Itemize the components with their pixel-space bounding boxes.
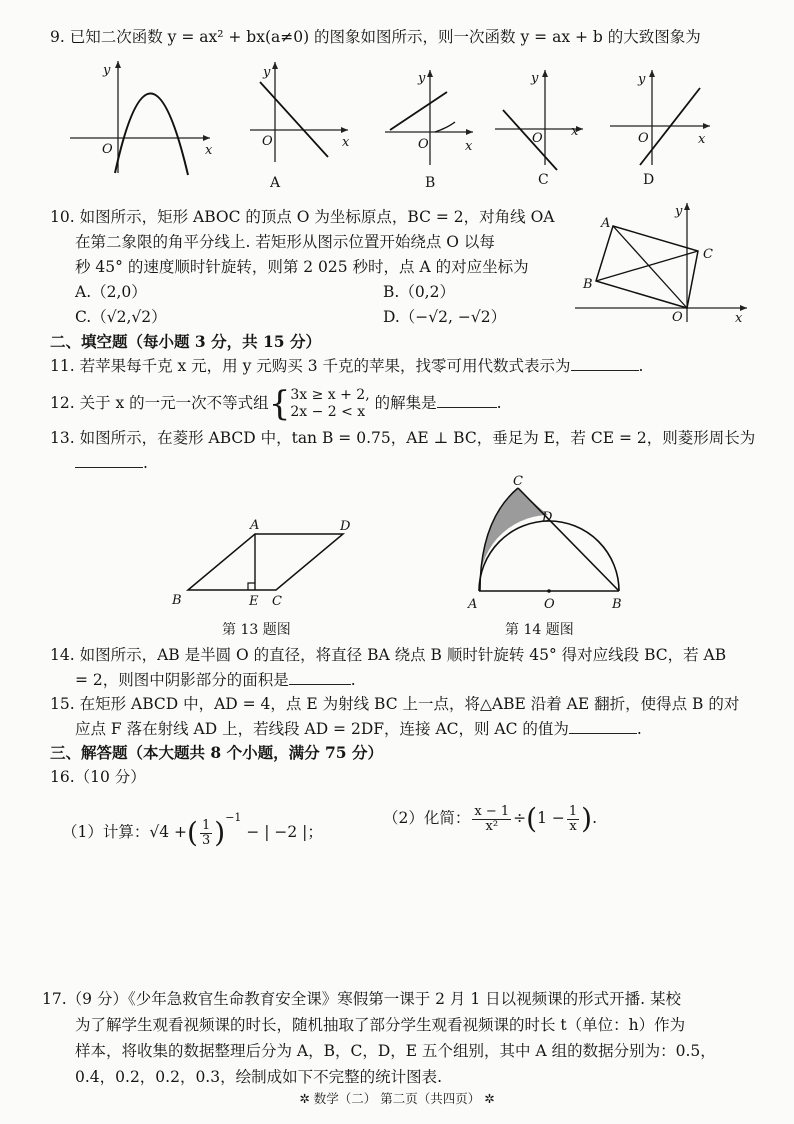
q10-rectangle-figure	[575, 200, 755, 325]
q17-line2: 为了解学生观看视频课的时长，随机抽取了部分学生观看视频课的时长 t（单位：h）作为	[75, 1016, 686, 1034]
svg-text:O: O	[532, 131, 543, 146]
fig13-rhombus	[168, 518, 378, 610]
q9-parabola-o: O	[102, 142, 113, 157]
q17-line4: 0.4，0.2，0.2，0.3，绘制成如下不完整的统计图表.	[75, 1068, 443, 1086]
q10-line2: 在第二象限的角平分线上. 若矩形从图示位置开始绕点 O 以每	[75, 233, 495, 251]
q10-line1: 10. 如图所示，矩形 ABOC 的顶点 O 为坐标原点，BC = 2，对角线 OA	[50, 208, 555, 226]
section-2-heading: 二、填空题（每小题 3 分，共 15 分）	[50, 332, 321, 351]
q12-text: 12. 关于 x 的一元一次不等式组{3x ≥ x + 2, 2x − 2 < x 的解集是 .	[50, 384, 502, 424]
fig14-point-c: C	[513, 474, 523, 489]
svg-text:x: x	[465, 139, 473, 154]
q17-line1: 17.（9 分）《少年急救官生命教育安全课》寒假第一课于 2 月 1 日以视频课的形式开播. 某校	[42, 990, 681, 1008]
svg-text:y: y	[638, 72, 646, 87]
page-footer: ✲ 数学（二） 第二页（共四页） ✲	[299, 1091, 495, 1106]
q10-point-o: O	[672, 310, 683, 325]
q9-parabola-graph	[70, 58, 220, 178]
q9-option-c-graph	[495, 70, 595, 190]
q9-option-b-graph	[385, 70, 485, 195]
svg-text:y: y	[418, 71, 426, 86]
q10-option-c: C.（√2,√2）	[75, 308, 167, 326]
svg-text:y: y	[675, 204, 683, 219]
q16-heading: 16.（10 分）	[50, 768, 146, 786]
svg-text:x: x	[342, 135, 350, 150]
q10-point-a: A	[601, 216, 611, 231]
q9-text: 9. 已知二次函数 y = ax² + bx(a≠0) 的图象如图所示，则一次函数 y = ax + b 的大致图象为	[50, 28, 701, 46]
fig14-point-b: B	[612, 597, 622, 612]
q9-option-d-graph	[610, 70, 720, 190]
q10-option-d: D.（−√2, −√2）	[383, 308, 507, 326]
section-3-heading: 三、解答题（本大题共 8 个小题，满分 75 分）	[50, 743, 383, 762]
svg-text:O: O	[418, 137, 429, 152]
q9-option-b-label: B	[425, 175, 436, 191]
q10-option-a: A.（2,0）	[75, 283, 147, 301]
fig14-semicircle	[460, 475, 630, 615]
q11-text: 11. 若苹果每千克 x 元，用 y 元购买 3 千克的苹果，找零可用代数式表示为 .	[50, 357, 644, 375]
fig13-caption: 第 13 题图	[222, 622, 291, 638]
q17-line3: 样本，将收集的数据整理后分为 A，B，C，D，E 五个组别，其中 A 组的数据分别为：0.5，	[75, 1042, 716, 1060]
q9-option-c-label: C	[538, 172, 549, 188]
fig13-point-b: B	[172, 593, 182, 608]
fig13-point-c: C	[272, 594, 282, 609]
fig14-caption: 第 14 题图	[505, 622, 574, 638]
q9-option-a-label: A	[270, 175, 281, 191]
q14-line1: 14. 如图所示，AB 是半圆 O 的直径，将直径 BA 绕点 B 顺时针旋转 45° 得对应线段 BC，若 AB	[50, 646, 727, 664]
q13-text: 13. 如图所示，在菱形 ABCD 中，tan B = 0.75，AE ⊥ BC，垂足为 E，若 CE = 2，则菱形周长为	[50, 429, 756, 447]
q10-point-b: B	[583, 277, 593, 292]
q9-option-d-label: D	[643, 172, 655, 188]
q9-parabola-y: y	[103, 63, 111, 78]
fig13-point-a: A	[250, 518, 260, 533]
svg-text:x: x	[571, 124, 579, 139]
q16-part1: （1）计算：√4 +( $\frac{1}{3}$ )$^{-1}$ − | −2 |；	[62, 811, 323, 849]
q14-line2: = 2，则图中阴影部分的面积是 .	[75, 671, 356, 689]
q12-ineq2: 2x − 2 < x	[290, 404, 366, 420]
svg-text:x: x	[735, 311, 743, 326]
svg-text:x: x	[698, 132, 706, 147]
q10-option-b: B.（0,2）	[383, 283, 455, 301]
svg-text:y: y	[531, 71, 539, 86]
q10-line3: 秒 45° 的速度顺时针旋转，则第 2 025 秒时，点 A 的对应坐标为	[75, 258, 529, 276]
svg-text:O: O	[262, 134, 273, 149]
fig14-point-d: D	[542, 510, 553, 525]
q13-answer: .	[75, 453, 148, 473]
q16-part2: （2）化简： $\frac{x - 1}{\text{x²}}$ ÷(1 − $\frac{1}{x}$ ).	[383, 802, 598, 835]
fig13-point-e: E	[249, 594, 259, 609]
svg-text:O: O	[638, 131, 649, 146]
fig13-point-d: D	[340, 519, 351, 534]
q15-line2: 应点 F 落在射线 AD 上，若线段 AD = 2DF，连接 AC，则 AC 的值为 .	[75, 720, 642, 738]
fig14-point-o: O	[544, 597, 555, 612]
q15-line1: 15. 在矩形 ABCD 中，AD = 4，点 E 为射线 BC 上一点，将△ABE 沿着 AE 翻折，使得点 B 的对	[50, 695, 740, 713]
svg-text:y: y	[263, 65, 271, 80]
q12-ineq1: 3x ≥ x + 2,	[290, 387, 370, 403]
q10-point-c: C	[703, 247, 713, 262]
q9-option-a-graph	[250, 62, 360, 192]
fig14-point-a: A	[468, 597, 478, 612]
q9-parabola-x: x	[205, 143, 213, 158]
